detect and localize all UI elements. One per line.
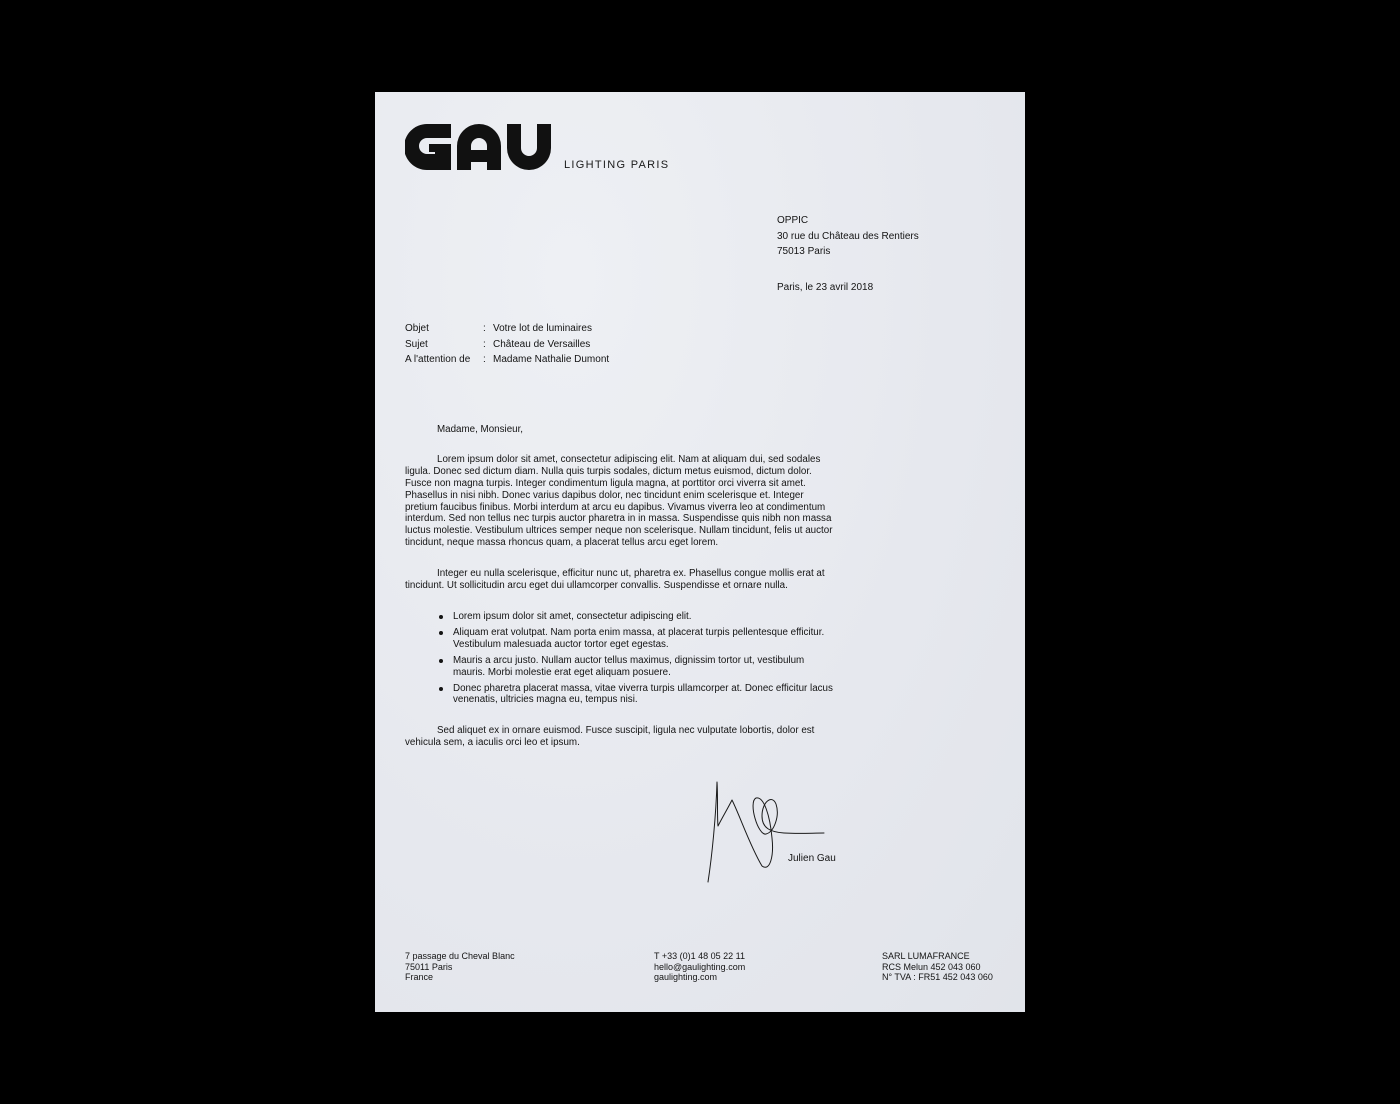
gau-logo (405, 122, 555, 172)
bullet-item: Lorem ipsum dolor sit amet, consectetur adipiscing elit. (453, 611, 835, 623)
meta-value: Madame Nathalie Dumont (493, 354, 610, 365)
footer-phone: T +33 (0)1 48 05 22 11 (654, 951, 745, 961)
footer-contact (654, 951, 745, 983)
footer-line: N° TVA : FR51 452 043 060 (882, 972, 993, 983)
meta-separator: : (483, 338, 486, 350)
footer-line: France (405, 972, 434, 983)
meta-separator: : (483, 354, 486, 365)
meta-key: A l'attention de (405, 354, 471, 365)
paragraph-1: Lorem ipsum dolor sit amet, consectetur adipiscing elit. Nam at aliquam dui, sed sodales ligula. Donec sed dictum diam. Nulla quis turpis sodales, dictum metus euismod, dictum dolor. Fusce non magna turpis. Integer condimentum ligula magna, at porttitor orci viverra sit amet. Phasellus in nisi nibh. Donec varius dapibus dolor, nec tincidunt enim scelerisque et. Integer pretium faucibus finibus. Morbi interdum at arcu eu dapibus. Vivamus viverra leo at condimentum interdum. Sed non tellus nec turpis auctor pharetra in in massa. Suspendisse quis nibh non massa luctus molestie. Vestibulum ultrices semper neque non scelerisque. Nullam tincidunt, felis ut auctor tincidunt, neque massa rhoncus quam, a placerat tellus arcu eget lorem. (405, 453, 833, 549)
meta-row-sujet (405, 337, 609, 353)
bullet-list (405, 611, 835, 706)
letter-body (405, 424, 835, 768)
paragraph-2: Integer eu nulla scelerisque, efficitur nunc ut, pharetra ex. Phasellus congue mollis erat at tincidunt. Ut sollicitudin arcu eget dui ullamcorper convallis. Suspendisse et ornare nulla. (405, 568, 825, 592)
meta-value: Château de Versailles (493, 338, 591, 350)
recipient-name: OPPIC (777, 215, 809, 226)
meta-row-objet (405, 321, 609, 337)
paragraph-3: Sed aliquet ex in ornare euismod. Fusce suscipit, ligula nec vulputate lobortis, dolor est vehicula sem, a iaculis orci leo et ipsum. (405, 725, 815, 749)
recipient-address (777, 213, 919, 260)
footer-company (882, 951, 993, 983)
bullet-item: Aliquam erat volutpat. Nam porta enim massa, at placerat turpis pellentesque efficitur. Vestibulum malesuada auctor tortor eget egestas. (453, 627, 835, 651)
logo-tagline: LIGHTING PARIS (564, 159, 670, 171)
meta-value: Votre lot de luminaires (493, 323, 592, 334)
recipient-city: 75013 Paris (777, 246, 831, 257)
bullet-item: Donec pharetra placerat massa, vitae viverra turpis ullamcorper at. Donec efficitur lacus venenatis, ultricies magna eu, tempus nisi. (453, 683, 835, 707)
signer-name: Julien Gau (788, 853, 836, 864)
footer-line: 75011 Paris (405, 961, 453, 972)
footer-line: RCS Melun 452 043 060 (882, 961, 981, 972)
meta-key: Sujet (405, 338, 428, 350)
footer-email: hello@gaulighting.com (654, 961, 746, 972)
meta-separator: : (483, 323, 486, 334)
footer-address (405, 951, 515, 983)
greeting: Madame, Monsieur, (437, 424, 524, 435)
footer-website: gaulighting.com (654, 972, 718, 983)
meta-row-attention (405, 352, 609, 368)
letter-date: Paris, le 23 avril 2018 (777, 282, 874, 293)
footer-line: SARL LUMAFRANCE (882, 951, 970, 961)
bullet-item: Mauris a arcu justo. Nullam auctor tellus maximus, dignissim tortor ut, vestibulum mauris. Morbi molestie erat eget aliquam posuere. (453, 655, 835, 679)
footer-line: 7 passage du Cheval Blanc (405, 951, 515, 961)
meta-key: Objet (405, 323, 429, 334)
recipient-street: 30 rue du Château des Rentiers (777, 230, 919, 242)
handwritten-signature (700, 776, 830, 888)
letter-meta (405, 321, 609, 368)
